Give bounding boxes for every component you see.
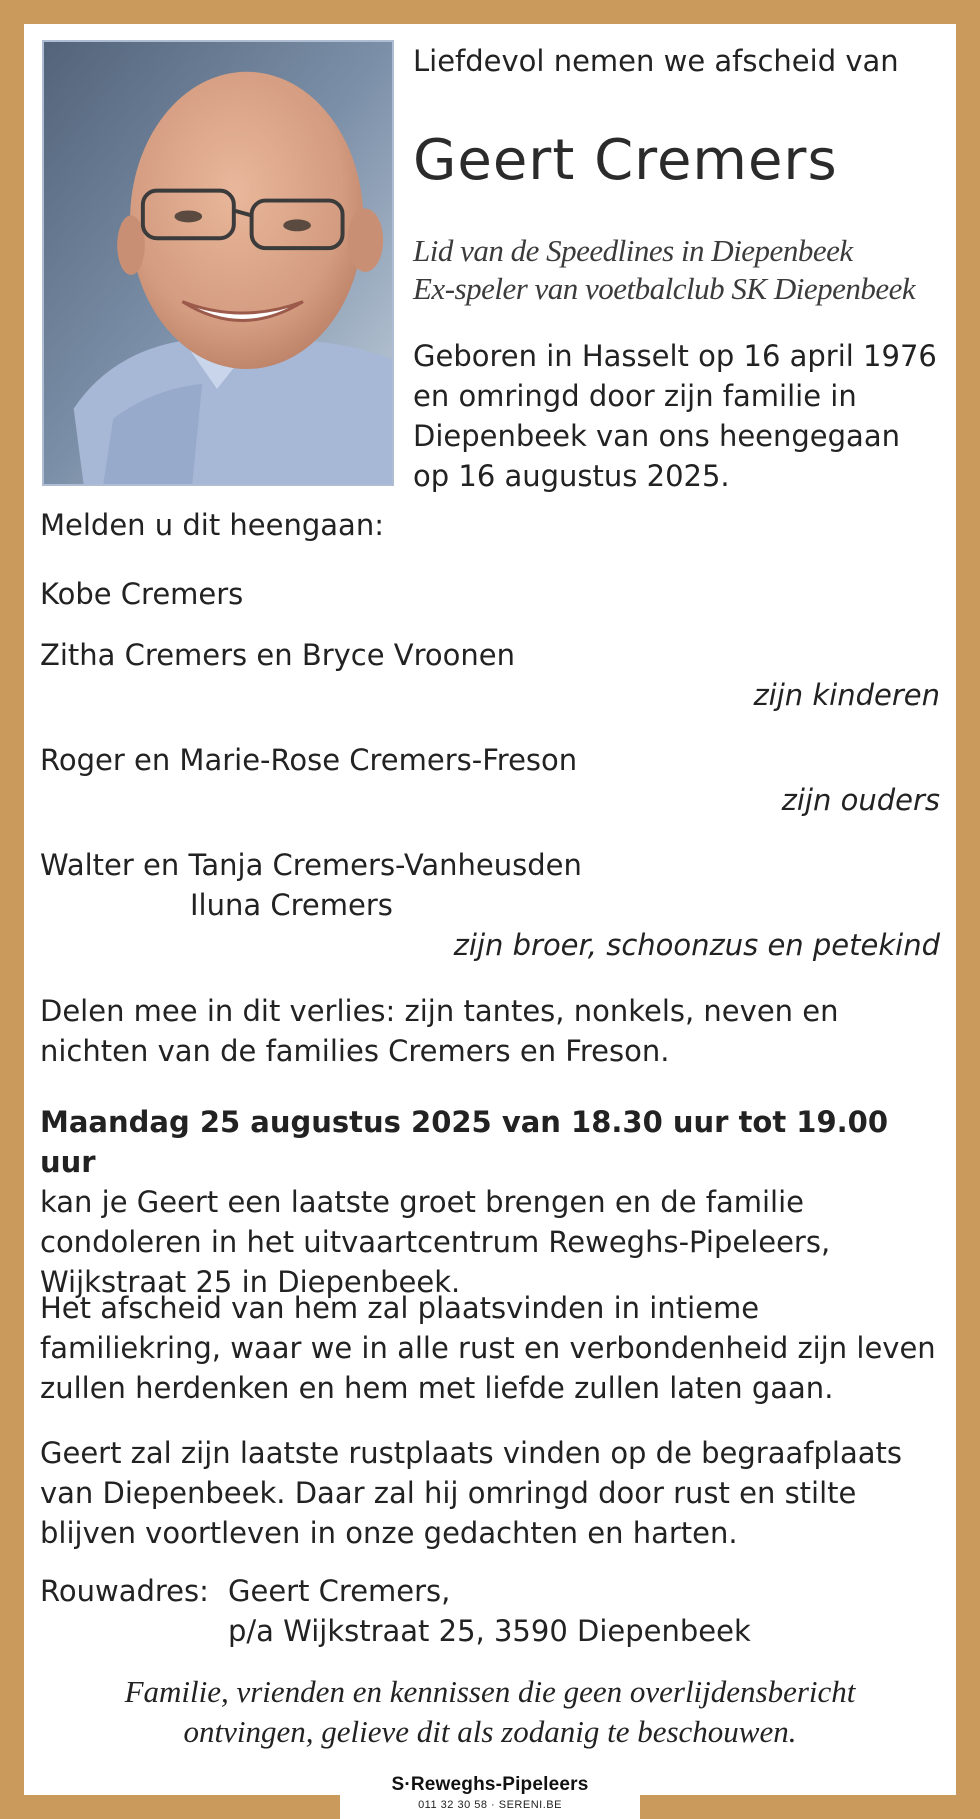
address-line: p/a Wijkstraat 25, 3590 Diepenbeek — [228, 1614, 751, 1648]
closing-line: Familie, vrienden en kennissen die geen overlijdensbericht — [124, 1674, 856, 1709]
portrait-photo — [42, 40, 394, 486]
funeral-home-contact: 011 32 30 58 · SERENI.BE — [418, 1799, 562, 1811]
farewell-paragraph: Het afscheid van hem zal plaatsvinden in intieme familiekring, waar we in alle rust en verbondenheid zijn leven zullen herdenken en hem met liefde zullen laten gaan. — [40, 1291, 936, 1405]
affiliation-line: Ex-speler van voetbalclub SK Diepenbeek — [413, 271, 916, 306]
closing-line: ontvingen, gelieve dit als zodanig te beschouwen. — [183, 1714, 797, 1749]
resting-paragraph: Geert zal zijn laatste rustplaats vinden op de begraafplaats van Diepenbeek. Daar zal hij omringd door rust en stilte blijven voortleven in onze gedachten en harten. — [40, 1436, 902, 1550]
intro-text: Liefdevol nemen we afscheid van — [413, 44, 899, 78]
portrait-image — [44, 42, 392, 484]
obituary-card — [24, 24, 956, 1795]
family-role: zijn kinderen — [753, 678, 940, 712]
family-member: Walter en Tanja Cremers-Vanheusden — [40, 848, 582, 882]
visitation-details: kan je Geert een laatste groet brengen en de familie condoleren in het uitvaartcentrum Reweghs-Pipeleers, Wijkstraat 25 in Diepenbeek. — [40, 1185, 831, 1299]
funeral-home-footer — [340, 1768, 640, 1819]
family-member: Roger en Marie-Rose Cremers-Freson — [40, 743, 578, 777]
family-member: Kobe Cremers — [40, 577, 244, 611]
birth-line: en omringd door zijn familie in — [413, 379, 857, 413]
closing-note — [24, 1672, 956, 1752]
family-member: Zitha Cremers en Bryce Vroonen — [40, 638, 516, 672]
funeral-home-logo: S·Reweghs-Pipeleers — [391, 1774, 589, 1795]
birth-line: Geboren in Hasselt op 16 april 1976 — [413, 339, 937, 373]
birth-death-info — [413, 336, 943, 496]
address-line: Geert Cremers, — [228, 1574, 451, 1608]
visitation-paragraph — [40, 1102, 945, 1302]
address-label: Rouwadres: — [40, 1574, 209, 1608]
affiliations — [413, 232, 915, 308]
affiliation-line: Lid van de Speedlines in Diepenbeek — [413, 233, 853, 268]
visitation-date: Maandag 25 augustus 2025 van 18.30 uur tot 19.00 uur — [40, 1105, 889, 1179]
birth-line: Diepenbeek van ons heengegaan — [413, 419, 900, 453]
family-role: zijn ouders — [781, 783, 940, 817]
birth-line: op 16 augustus 2025. — [413, 459, 730, 493]
deceased-name: Geert Cremers — [413, 128, 838, 193]
family-role: zijn broer, schoonzus en petekind — [453, 928, 940, 962]
sharing-paragraph: Delen mee in dit verlies: zijn tantes, nonkels, neven en nichten van de families Cremers en Freson. — [40, 994, 839, 1068]
announcers-heading: Melden u dit heengaan: — [40, 508, 384, 542]
family-member: Iluna Cremers — [190, 888, 393, 922]
